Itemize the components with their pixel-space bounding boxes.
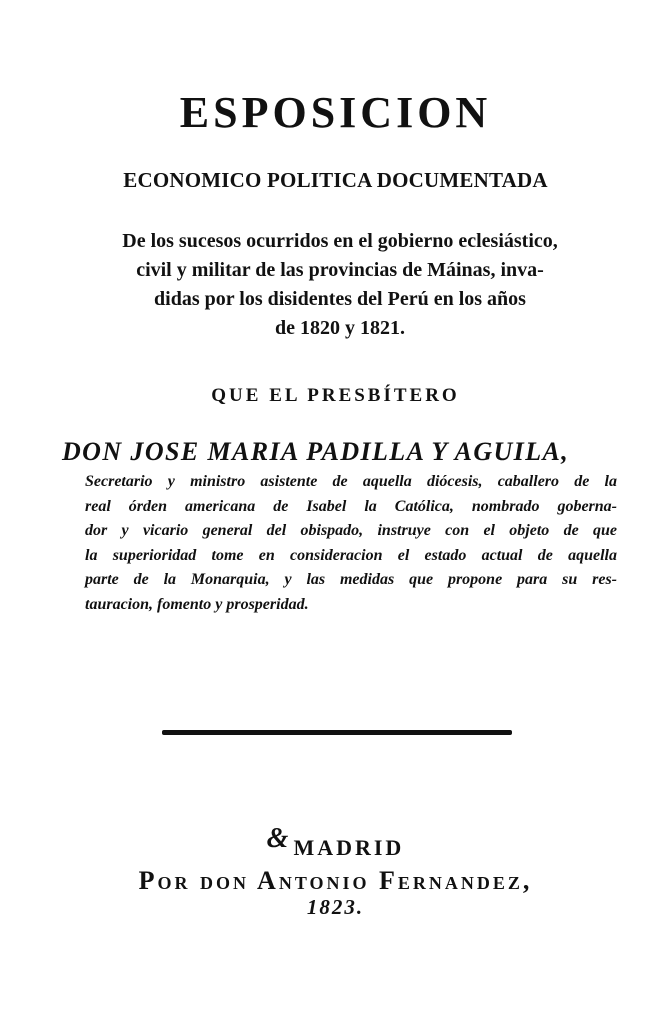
description-line: civil y militar de las provincias de Máinas, inva- [136,259,544,281]
description-block [60,227,620,343]
decorative-rule [162,730,512,735]
author-description-line: dor y vicario general del obispado, instruye con el objeto de que [85,522,617,540]
author-description-line: real órden americana de Isabel la Católica, nombrado goberna- [85,497,617,515]
author-description-line: parte de la Monarquia, y las medidas que propone para su res- [85,571,617,589]
description-line: didas por los disidentes del Perú en los años [154,288,526,310]
description-line: De los sucesos ocurridos en el gobierno eclesiástico, [122,230,558,252]
book-subtitle: ECONOMICO POLITICA DOCUMENTADA [123,168,548,192]
description-line: de 1820 y 1821. [275,317,405,339]
imprint-place [0,823,671,862]
author-description-line: tauracion, fomento y prosperidad. [85,595,309,613]
ampersand-mark: & [266,823,292,854]
imprint-year: 1823. [306,895,365,919]
imprint-city: MADRID [293,835,405,860]
presbitero-line: QUE EL PRESBÍTERO [211,385,460,406]
author-name: DON JOSE MARIA PADILLA Y AGUILA, [62,437,570,466]
author-description-line: Secretario y ministro asistente de aquella diócesis, caballero de la [85,473,617,490]
author-description [85,470,617,618]
book-title: ESPOSICION [179,88,492,137]
imprint-printer: Por don Antonio Fernandez, [138,866,533,895]
author-description-line: la superioridad tome en consideracion el estado actual de aquella [85,546,617,564]
